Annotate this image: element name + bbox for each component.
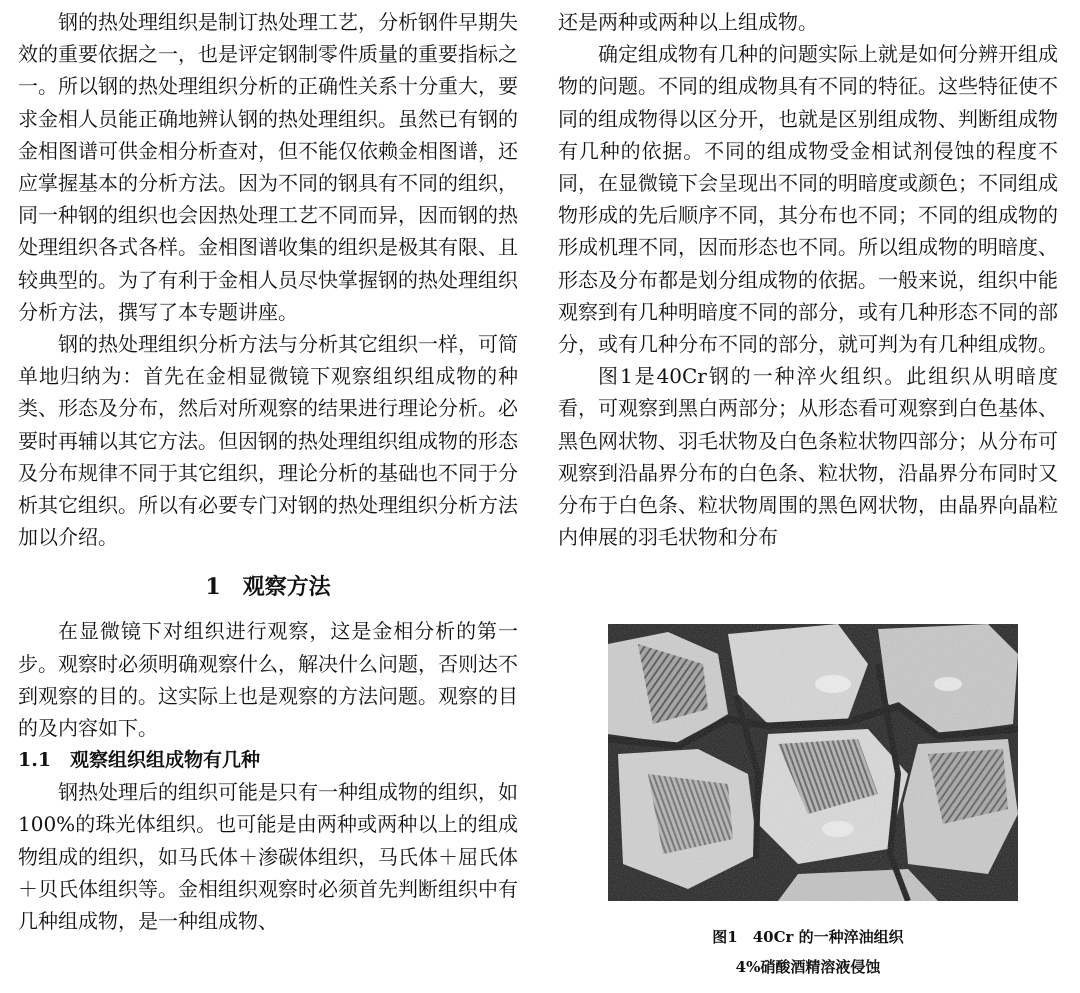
- right-paragraph-3: 图1是40Cr钢的一种淬火组织。此组织从明暗度看，可观察到黑白两部分；从形态看可观察到白色基体、黑色网状物、羽毛状物及白色条粒状物四部分；从分布可观察到沿晶界分布的白色条、粒状物，沿晶界分布同时又分布于白色条、粒状物周围的黑色网状物，由晶界向晶粒内伸展的羽毛状物和分布: [558, 364, 1058, 550]
- left-column: [18, 6, 518, 937]
- right-paragraph-2: 确定组成物有几种的问题实际上就是如何分辨开组成物的问题。不同的组成物具有不同的特征。这些特征使不同的组成物得以区分开，也就是区别组成物、判断组成物有几种的依据。不同的组成物受金相试剂侵蚀的程度不同，在显微镜下会呈现出不同的明暗度或颜色；不同组成物形成的先后顺序不同，其分布也不同；不同的组成物的形成机理不同，因而形态也不同。所以组成物的明暗度、形态及分布都是划分组成物的依据。一般来说，组织中能观察到有几种明暗度不同的部分，或有几种形态不同的部分，或有几种分布不同的部分，就可判为有几种组成物。: [558, 42, 1058, 357]
- micrograph-figure: [608, 624, 1018, 901]
- right-column: [558, 6, 1058, 553]
- intro-paragraph-2: 钢的热处理组织分析方法与分析其它组织一样，可简单地归纳为：首先在金相显微镜下观察组织组成物的种类、形态及分布，然后对所观察的结果进行理论分析。必要时再辅以其它方法。但因钢的热处理组织组成物的形态及分布规律不同于其它组织，理论分析的基础也不同于分析其它组织。所以有必要专门对钢的热处理组织分析方法加以介绍。: [18, 332, 518, 550]
- subsection-heading: 1.1 观察组织组成物有几种: [18, 749, 261, 772]
- micrograph-image: [608, 624, 1018, 901]
- intro-paragraph-1: 钢的热处理组织是制订热处理工艺，分析钢件早期失效的重要依据之一，也是评定钢制零件质量的重要指标之一。所以钢的热处理组织分析的正确性关系十分重大，要求金相人员能正确地辨认钢的热处理组织。虽然已有钢的金相图谱可供金相分析查对，但不能仅依赖金相图谱，还应掌握基本的分析方法。因为不同的钢具有不同的组织，同一种钢的组织也会因热处理工艺不同而异，因而钢的热处理组织各式各样。金相图谱收集的组织是极其有限、且较典型的。为了有利于金相人员尽快掌握钢的热处理组织分析方法，撰写了本专题讲座。: [18, 10, 518, 324]
- figure-caption: 图1 40Cr 的一种淬油组织: [712, 928, 904, 946]
- subsection-paragraph: 钢热处理后的组织可能是只有一种组成物的组织，如100%的珠光体组织。也可能是由两种或两种以上的组成物组成的组织，如马氏体＋渗碳体组织，马氏体＋屈氏体＋贝氏体组织等。金相组织观察时必须首先判断组织中有几种组成物，是一种组成物、: [18, 780, 518, 934]
- section-paragraph: 在显微镜下对组织进行观察，这是金相分析的第一步。观察时必须明确观察什么，解决什么问题，否则达不到观察的目的。这实际上也是观察的方法问题。观察的目的及内容如下。: [18, 619, 518, 741]
- continued-paragraph: 还是两种或两种以上组成物。: [558, 10, 818, 34]
- figure-caption-etchant: 4%硝酸酒精溶液侵蚀: [735, 958, 881, 976]
- section-title: 1 观察方法: [205, 574, 331, 601]
